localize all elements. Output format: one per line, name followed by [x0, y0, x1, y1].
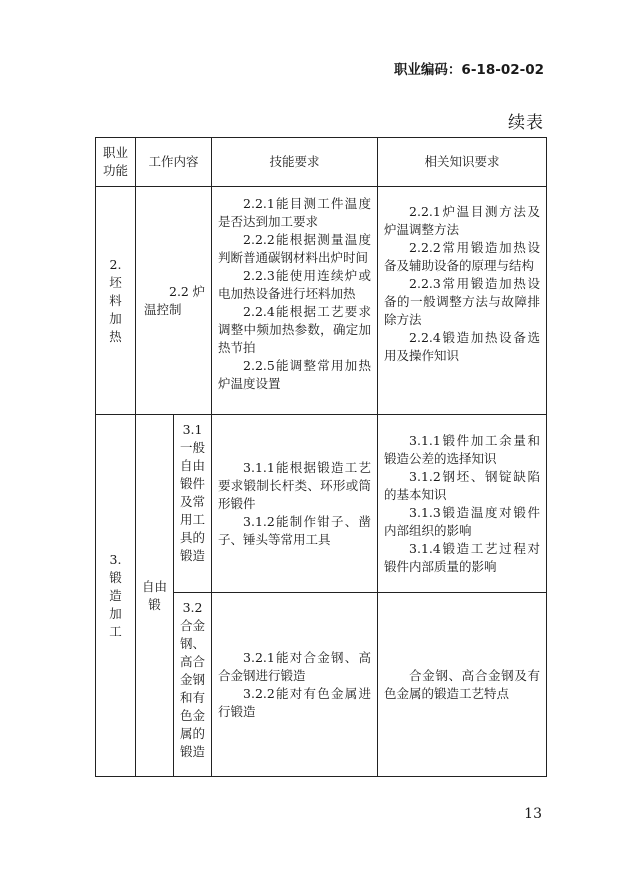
skills-cell: 3.2.1能对合金钢、高合金钢进行锻造 3.2.2能对有色金属进行锻造 — [212, 593, 378, 777]
table-row — [96, 415, 547, 593]
knowledge-cell: 2.2.1炉温目测方法及炉温调整方法 2.2.2常用锻造加热设备及辅助设备的原理与结构 2.2.3常用锻造加热设备的一般调整方法与故障排除方法 2.2.4锻造加热设备选用及操作知识 — [378, 187, 547, 415]
function-cell: 3. 锻 造 加 工 — [96, 415, 136, 777]
header-skills: 技能要求 — [212, 138, 378, 187]
sub-category-cell: 自由 锻 — [136, 415, 174, 777]
content-cell: 3.1 一般 自由 锻件 及常 用工 具的 锻造 — [174, 415, 212, 593]
header-content: 工作内容 — [136, 138, 212, 187]
content-cell: 2.2炉温控制 — [136, 187, 212, 415]
skills-table — [95, 137, 547, 777]
skills-cell: 2.2.1能目测工件温度是否达到加工要求 2.2.2能根据测量温度判断普通碳钢材料出炉时间 2.2.3能使用连续炉或电加热设备进行坯料加热 2.2.4能根据工艺要求调整中频加热参数，确定加热节拍 2.2.5能调整常用加热炉温度设置 — [212, 187, 378, 415]
continued-label: 续表 — [508, 113, 544, 133]
content-cell: 3.2 合金 钢、 高合 金钢 和有 色金 属的 锻造 — [174, 593, 212, 777]
page-number: 13 — [524, 806, 542, 822]
header-knowledge: 相关知识要求 — [378, 138, 547, 187]
header-function: 职业 功能 — [96, 138, 136, 187]
knowledge-cell: 3.1.1锻件加工余量和锻造公差的选择知识 3.1.2钢坯、钢锭缺陷的基本知识 3.1.3锻造温度对锻件内部组织的影响 3.1.4锻造工艺过程对锻件内部质量的影响 — [378, 415, 547, 593]
function-cell: 2. 坯 料 加 热 — [96, 187, 136, 415]
occupation-code: 职业编码：6-18-02-02 — [393, 62, 544, 78]
table-header-row — [96, 138, 547, 187]
table-row — [96, 187, 547, 415]
skills-cell: 3.1.1能根据锻造工艺要求锻制长杆类、环形或筒形锻件 3.1.2能制作钳子、凿子、锤头等常用工具 — [212, 415, 378, 593]
knowledge-cell: 合金钢、高合金钢及有色金属的锻造工艺特点 — [378, 593, 547, 777]
